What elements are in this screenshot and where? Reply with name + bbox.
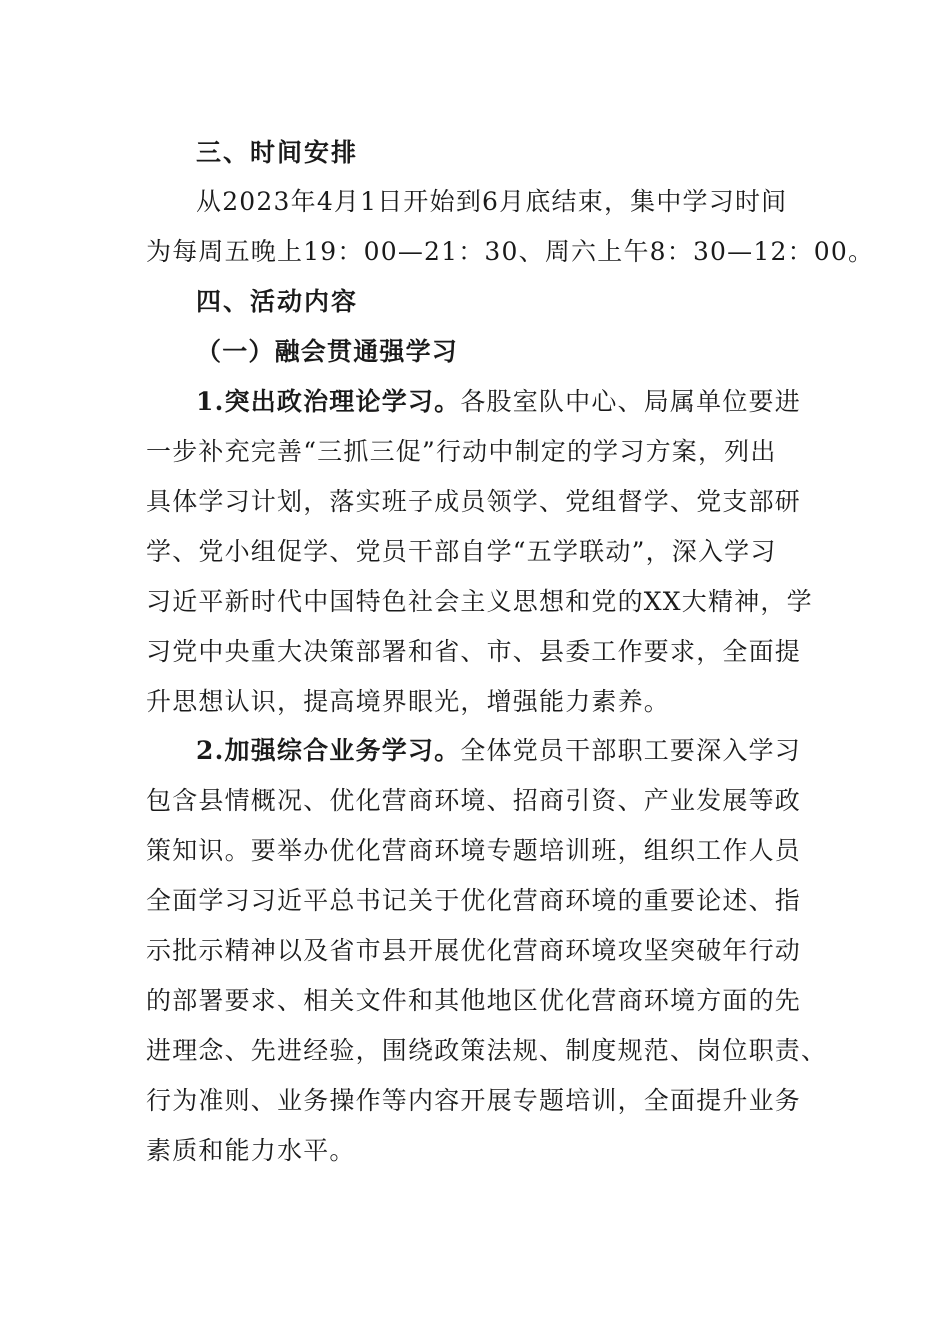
subsection-heading: （一）融会贯通强学习 bbox=[196, 337, 459, 366]
paragraph-line: 习近平新时代中国特色社会主义思想和党的XX大精神，学 bbox=[146, 587, 813, 616]
paragraph-line: 为每周五晚上19：00—21：30、周六上午8：30—12：00。 bbox=[146, 237, 875, 266]
paragraph-line: 策知识。要举办优化营商环境专题培训班，组织工作人员 bbox=[146, 836, 802, 865]
paragraph-text: 全体党员干部职工要深入学习 bbox=[460, 736, 801, 765]
paragraph-line: 一步补充完善“三抓三促”行动中制定的学习方案，列出 bbox=[146, 437, 777, 466]
paragraph-line: 行为准则、业务操作等内容开展专题培训，全面提升业务 bbox=[146, 1086, 802, 1115]
item-lead-title: 1.突出政治理论学习。 bbox=[196, 387, 461, 416]
item-lead-title: 2.加强综合业务学习。 bbox=[196, 736, 461, 765]
paragraph-line: 素质和能力水平。 bbox=[146, 1136, 356, 1165]
section-heading-activities: 四、活动内容 bbox=[196, 287, 359, 316]
section-heading-schedule: 三、时间安排 bbox=[196, 138, 359, 167]
paragraph-line: 具体学习计划，落实班子成员领学、党组督学、党支部研 bbox=[146, 487, 802, 516]
paragraph-text: 各股室队中心、局属单位要进 bbox=[460, 387, 801, 416]
paragraph-first-line bbox=[196, 734, 856, 768]
paragraph-line: 包含县情概况、优化营商环境、招商引资、产业发展等政 bbox=[146, 786, 802, 815]
paragraph-line: 升思想认识，提高境界眼光，增强能力素养。 bbox=[146, 687, 671, 716]
paragraph-line: 学、党小组促学、党员干部自学“五学联动”，深入学习 bbox=[146, 537, 777, 566]
paragraph-line: 进理念、先进经验，围绕政策法规、制度规范、岗位职责、 bbox=[146, 1036, 828, 1065]
paragraph-line: 从2023年4月1日开始到6月底结束，集中学习时间 bbox=[196, 187, 788, 216]
paragraph-line: 习党中央重大决策部署和省、市、县委工作要求，全面提 bbox=[146, 637, 802, 666]
paragraph-line: 的部署要求、相关文件和其他地区优化营商环境方面的先 bbox=[146, 986, 802, 1015]
paragraph-first-line bbox=[196, 385, 856, 419]
paragraph-line: 示批示精神以及省市县开展优化营商环境攻坚突破年行动 bbox=[146, 936, 802, 965]
paragraph-line: 全面学习习近平总书记关于优化营商环境的重要论述、指 bbox=[146, 886, 802, 915]
